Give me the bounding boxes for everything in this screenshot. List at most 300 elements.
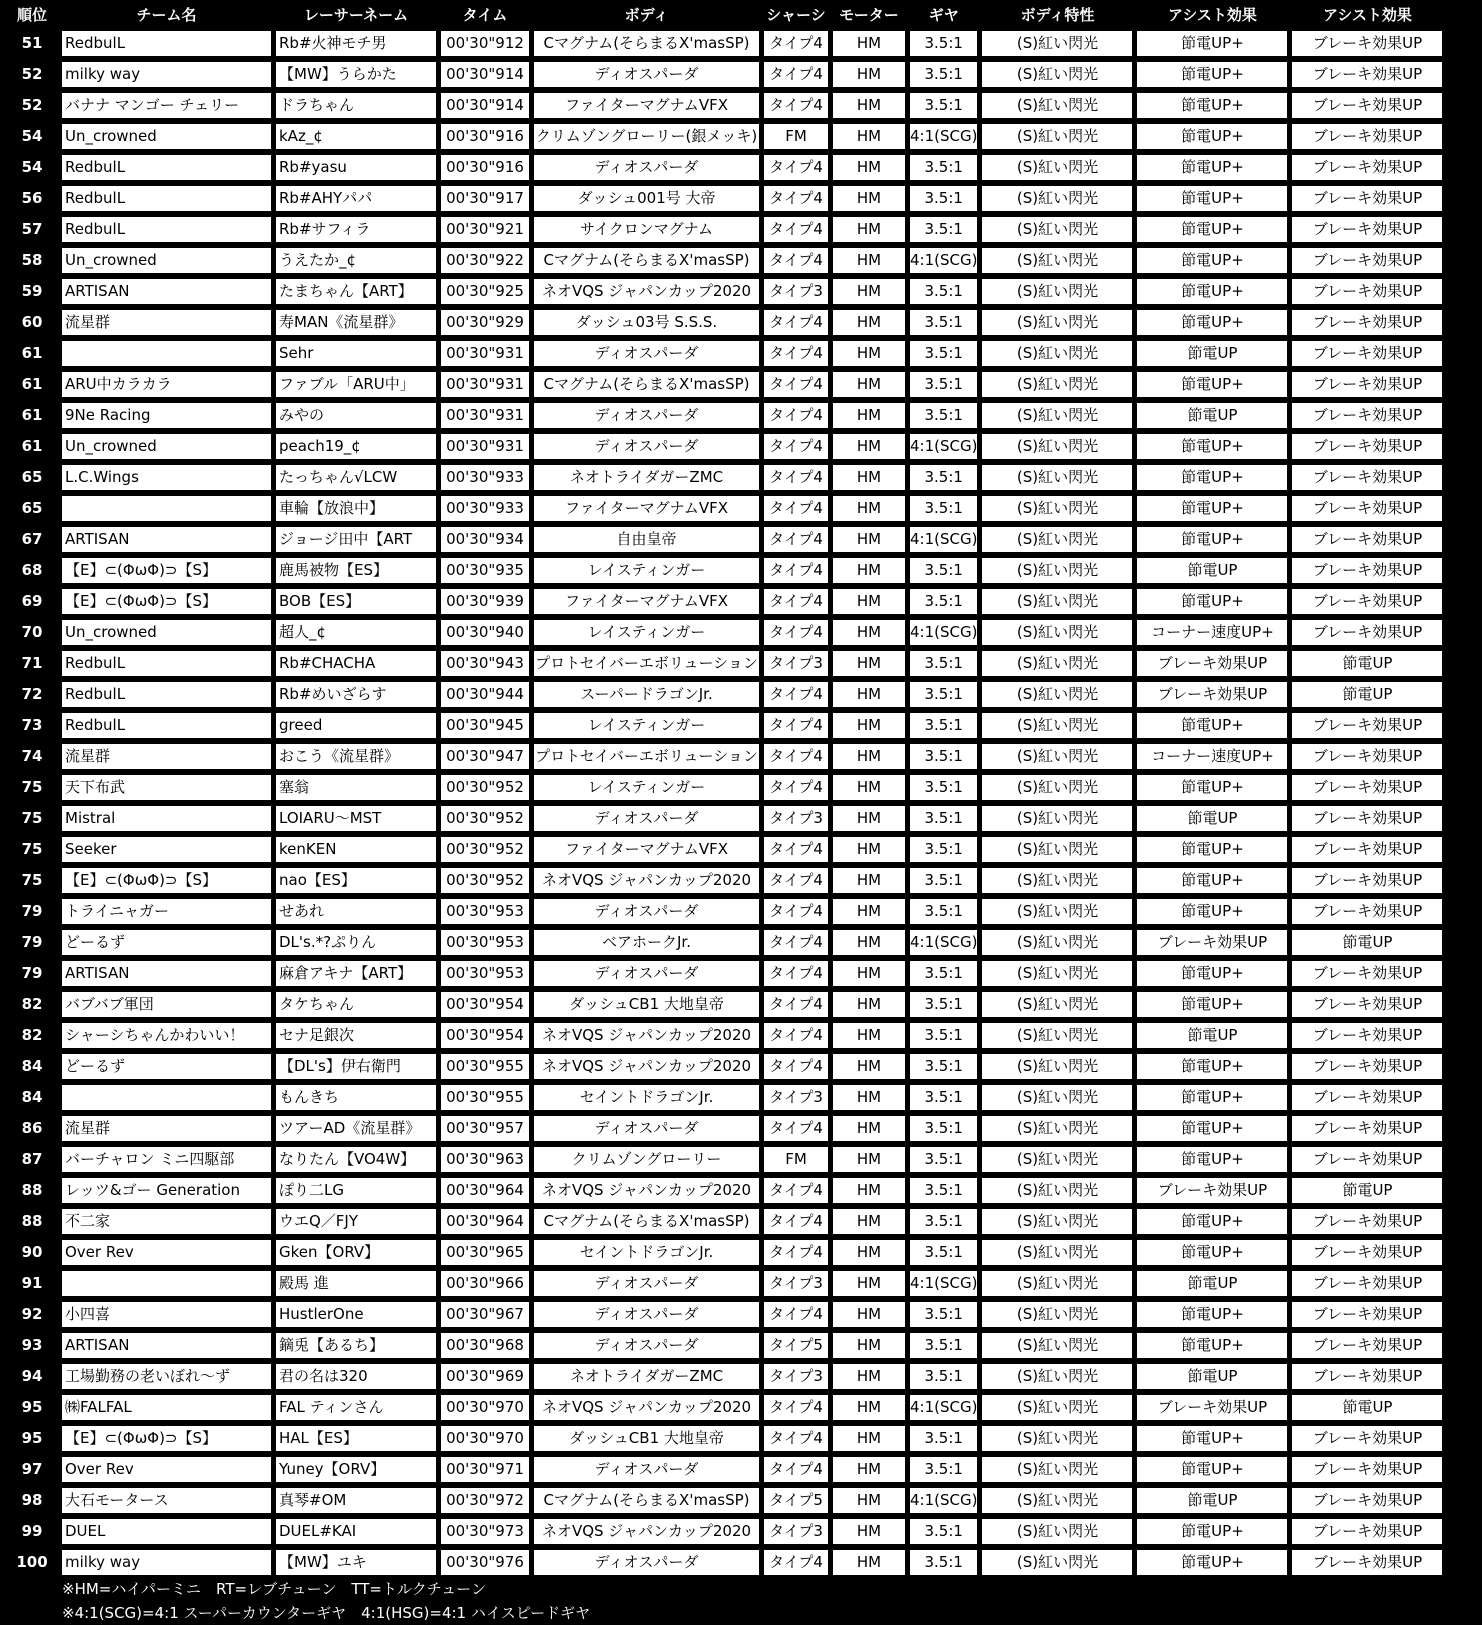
cell-assist-1: 節電UP+: [1137, 868, 1287, 893]
cell-racer: 車輪【放浪中】: [276, 496, 436, 521]
cell-team: レッツ&ゴー Generation: [62, 1178, 271, 1203]
cell-motor: HM: [833, 465, 905, 490]
cell-assist-1: 節電UP: [1137, 1271, 1287, 1296]
cell-body-trait: (S)紅い閃光: [982, 1519, 1132, 1544]
cell-assist-2: ブレーキ効果UP: [1292, 1116, 1442, 1141]
table-row: [7, 527, 1442, 552]
table-row: [7, 93, 1442, 118]
cell-rank: 79: [7, 930, 57, 955]
ranking-table: [2, 0, 1447, 1581]
table-row: [7, 806, 1442, 831]
cell-body-trait: (S)紅い閃光: [982, 1550, 1132, 1575]
cell-assist-2: ブレーキ効果UP: [1292, 527, 1442, 552]
cell-assist-2: ブレーキ効果UP: [1292, 899, 1442, 924]
cell-motor: HM: [833, 961, 905, 986]
cell-body: スーパードラゴンJr.: [534, 682, 759, 707]
cell-gear: 4:1(SCG): [910, 434, 977, 459]
cell-chassis: タイプ4: [764, 1023, 828, 1048]
cell-assist-1: 節電UP+: [1137, 775, 1287, 800]
cell-assist-2: ブレーキ効果UP: [1292, 1271, 1442, 1296]
cell-motor: HM: [833, 217, 905, 242]
cell-body: ダッシュCB1 大地皇帝: [534, 992, 759, 1017]
table-row: [7, 1457, 1442, 1482]
cell-team: RedbulL: [62, 186, 271, 211]
cell-rank: 58: [7, 248, 57, 273]
cell-chassis: タイプ3: [764, 279, 828, 304]
cell-body: ディオスパーダ: [534, 961, 759, 986]
cell-gear: 3.5:1: [910, 651, 977, 676]
cell-motor: HM: [833, 899, 905, 924]
cell-team: 不二家: [62, 1209, 271, 1234]
table-row: [7, 217, 1442, 242]
note-gear-abbrev: ※4:1(SCG)=4:1 スーパーカウンターギヤ 4:1(HSG)=4:1 ハイスピードギヤ: [62, 1604, 591, 1622]
table-row: [7, 372, 1442, 397]
cell-team: RedbulL: [62, 651, 271, 676]
cell-body-trait: (S)紅い閃光: [982, 372, 1132, 397]
cell-body: プロトセイバーエボリューション: [534, 744, 759, 769]
cell-time: 00'30"953: [441, 961, 529, 986]
cell-assist-1: 節電UP+: [1137, 1240, 1287, 1265]
cell-body-trait: (S)紅い閃光: [982, 1240, 1132, 1265]
cell-chassis: タイプ4: [764, 1302, 828, 1327]
cell-assist-2: ブレーキ効果UP: [1292, 837, 1442, 862]
table-row: [7, 620, 1442, 645]
cell-body: プロトセイバーエボリューション: [534, 651, 759, 676]
cell-body-trait: (S)紅い閃光: [982, 248, 1132, 273]
cell-assist-2: 節電UP: [1292, 1395, 1442, 1420]
cell-gear: 3.5:1: [910, 1457, 977, 1482]
cell-chassis: タイプ4: [764, 248, 828, 273]
cell-chassis: タイプ4: [764, 558, 828, 583]
cell-body: Cマグナム(そらまるX'masSP): [534, 1209, 759, 1234]
cell-assist-1: 節電UP+: [1137, 1550, 1287, 1575]
cell-motor: HM: [833, 434, 905, 459]
cell-racer: kAz_¢: [276, 124, 436, 149]
cell-rank: 51: [7, 31, 57, 56]
cell-team: シャーシちゃんかわいい！: [62, 1023, 271, 1048]
cell-motor: HM: [833, 1488, 905, 1513]
cell-rank: 94: [7, 1364, 57, 1389]
cell-racer: Rb#めいざらす: [276, 682, 436, 707]
cell-team: どーるず: [62, 1054, 271, 1079]
cell-team: どーるず: [62, 930, 271, 955]
table-row: [7, 961, 1442, 986]
cell-chassis: タイプ4: [764, 310, 828, 335]
cell-gear: 3.5:1: [910, 1364, 977, 1389]
cell-assist-2: 節電UP: [1292, 651, 1442, 676]
cell-body: ダッシュ03号 S.S.S.: [534, 310, 759, 335]
cell-chassis: タイプ4: [764, 775, 828, 800]
cell-chassis: タイプ4: [764, 992, 828, 1017]
cell-gear: 3.5:1: [910, 558, 977, 583]
cell-assist-2: ブレーキ効果UP: [1292, 1457, 1442, 1482]
cell-chassis: タイプ5: [764, 1488, 828, 1513]
cell-team: 【E】⊂(ΦωΦ)⊃【S】: [62, 868, 271, 893]
cell-time: 00'30"954: [441, 992, 529, 1017]
cell-body-trait: (S)紅い閃光: [982, 1085, 1132, 1110]
cell-gear: 4:1(SCG): [910, 248, 977, 273]
cell-rank: 95: [7, 1395, 57, 1420]
cell-team: バーチャロン ミニ四駆部: [62, 1147, 271, 1172]
cell-time: 00'30"933: [441, 496, 529, 521]
cell-assist-2: ブレーキ効果UP: [1292, 868, 1442, 893]
cell-body-trait: (S)紅い閃光: [982, 1426, 1132, 1451]
cell-time: 00'30"939: [441, 589, 529, 614]
cell-racer: 麻倉アキナ【ART】: [276, 961, 436, 986]
cell-rank: 52: [7, 62, 57, 87]
cell-racer: 鏑兎【あるち】: [276, 1333, 436, 1358]
cell-team: 【E】⊂(ΦωΦ)⊃【S】: [62, 1426, 271, 1451]
cell-body: Cマグナム(そらまるX'masSP): [534, 372, 759, 397]
table-row: [7, 682, 1442, 707]
cell-time: 00'30"940: [441, 620, 529, 645]
cell-body: クリムゾングローリー(銀メッキ): [534, 124, 759, 149]
cell-gear: 3.5:1: [910, 62, 977, 87]
cell-racer: Rb#サフィラ: [276, 217, 436, 242]
cell-body: セイントドラゴンJr.: [534, 1240, 759, 1265]
cell-rank: 82: [7, 1023, 57, 1048]
cell-racer: ウエQ／FJY: [276, 1209, 436, 1234]
cell-gear: 3.5:1: [910, 341, 977, 366]
cell-body-trait: (S)紅い閃光: [982, 403, 1132, 428]
cell-assist-1: ブレーキ効果UP: [1137, 651, 1287, 676]
cell-gear: 3.5:1: [910, 992, 977, 1017]
cell-motor: HM: [833, 713, 905, 738]
cell-gear: 4:1(SCG): [910, 1271, 977, 1296]
table-row: [7, 248, 1442, 273]
cell-rank: 97: [7, 1457, 57, 1482]
cell-rank: 100: [7, 1550, 57, 1575]
cell-assist-1: 節電UP+: [1137, 1085, 1287, 1110]
cell-body: ネオVQS ジャパンカップ2020: [534, 1023, 759, 1048]
table-row: [7, 1395, 1442, 1420]
cell-body-trait: (S)紅い閃光: [982, 558, 1132, 583]
cell-rank: 75: [7, 837, 57, 862]
cell-assist-2: ブレーキ効果UP: [1292, 558, 1442, 583]
table-row: [7, 558, 1442, 583]
cell-assist-2: ブレーキ効果UP: [1292, 310, 1442, 335]
cell-assist-2: ブレーキ効果UP: [1292, 775, 1442, 800]
cell-motor: HM: [833, 868, 905, 893]
cell-chassis: タイプ4: [764, 1116, 828, 1141]
cell-gear: 3.5:1: [910, 372, 977, 397]
cell-time: 00'30"914: [441, 93, 529, 118]
cell-assist-1: 節電UP+: [1137, 1054, 1287, 1079]
cell-assist-2: ブレーキ効果UP: [1292, 217, 1442, 242]
cell-time: 00'30"931: [441, 341, 529, 366]
cell-team: 流星群: [62, 1116, 271, 1141]
cell-motor: HM: [833, 1519, 905, 1544]
cell-rank: 90: [7, 1240, 57, 1265]
cell-rank: 73: [7, 713, 57, 738]
cell-team: RedbulL: [62, 217, 271, 242]
cell-gear: 3.5:1: [910, 806, 977, 831]
cell-assist-1: 節電UP+: [1137, 1147, 1287, 1172]
cell-team: [62, 496, 271, 521]
cell-chassis: タイプ4: [764, 341, 828, 366]
cell-body-trait: (S)紅い閃光: [982, 713, 1132, 738]
cell-body-trait: (S)紅い閃光: [982, 837, 1132, 862]
cell-body: ディオスパーダ: [534, 1271, 759, 1296]
cell-gear: 3.5:1: [910, 93, 977, 118]
cell-team: Un_crowned: [62, 620, 271, 645]
header-gear: ギヤ: [928, 6, 959, 24]
cell-time: 00'30"953: [441, 899, 529, 924]
cell-body-trait: (S)紅い閃光: [982, 527, 1132, 552]
header-assist-2: アシスト効果: [1322, 6, 1412, 24]
cell-assist-2: ブレーキ効果UP: [1292, 1333, 1442, 1358]
cell-rank: 88: [7, 1209, 57, 1234]
cell-gear: 3.5:1: [910, 1178, 977, 1203]
cell-time: 00'30"933: [441, 465, 529, 490]
cell-assist-2: ブレーキ効果UP: [1292, 155, 1442, 180]
cell-gear: 3.5:1: [910, 279, 977, 304]
cell-assist-2: ブレーキ効果UP: [1292, 31, 1442, 56]
cell-racer: HustlerOne: [276, 1302, 436, 1327]
cell-team: 天下布武: [62, 775, 271, 800]
cell-body: ファイターマグナムVFX: [534, 496, 759, 521]
table-row: [7, 1147, 1442, 1172]
cell-time: 00'30"931: [441, 403, 529, 428]
cell-assist-2: ブレーキ効果UP: [1292, 186, 1442, 211]
cell-body: ネオVQS ジャパンカップ2020: [534, 868, 759, 893]
cell-racer: Gken【ORV】: [276, 1240, 436, 1265]
cell-rank: 74: [7, 744, 57, 769]
cell-time: 00'30"969: [441, 1364, 529, 1389]
cell-body: ディオスパーダ: [534, 341, 759, 366]
cell-gear: 3.5:1: [910, 837, 977, 862]
cell-racer: HAL【ES】: [276, 1426, 436, 1451]
cell-assist-2: ブレーキ効果UP: [1292, 1054, 1442, 1079]
cell-assist-1: 節電UP: [1137, 403, 1287, 428]
cell-body: ネオVQS ジャパンカップ2020: [534, 279, 759, 304]
cell-motor: HM: [833, 124, 905, 149]
cell-racer: せあれ: [276, 899, 436, 924]
cell-time: 00'30"966: [441, 1271, 529, 1296]
cell-team: 流星群: [62, 744, 271, 769]
table-row: [7, 1519, 1442, 1544]
cell-body: Cマグナム(そらまるX'masSP): [534, 31, 759, 56]
cell-body: ディオスパーダ: [534, 1302, 759, 1327]
cell-time: 00'30"972: [441, 1488, 529, 1513]
cell-assist-1: 節電UP+: [1137, 62, 1287, 87]
table-row: [7, 1116, 1442, 1141]
cell-time: 00'30"952: [441, 868, 529, 893]
cell-motor: HM: [833, 310, 905, 335]
cell-body-trait: (S)紅い閃光: [982, 1488, 1132, 1513]
cell-assist-2: ブレーキ効果UP: [1292, 1550, 1442, 1575]
table-row: [7, 310, 1442, 335]
cell-rank: 61: [7, 434, 57, 459]
cell-team: ARTISAN: [62, 961, 271, 986]
cell-assist-1: 節電UP+: [1137, 465, 1287, 490]
header-time: タイム: [462, 6, 508, 24]
cell-gear: 3.5:1: [910, 31, 977, 56]
cell-body: Cマグナム(そらまるX'masSP): [534, 1488, 759, 1513]
cell-motor: HM: [833, 1395, 905, 1420]
cell-motor: HM: [833, 93, 905, 118]
cell-assist-1: ブレーキ効果UP: [1137, 930, 1287, 955]
cell-assist-1: ブレーキ効果UP: [1137, 682, 1287, 707]
cell-team: Un_crowned: [62, 248, 271, 273]
cell-chassis: タイプ3: [764, 1085, 828, 1110]
cell-motor: HM: [833, 1116, 905, 1141]
cell-team: L.C.Wings: [62, 465, 271, 490]
cell-racer: Yuney【ORV】: [276, 1457, 436, 1482]
cell-gear: 3.5:1: [910, 310, 977, 335]
cell-chassis: タイプ4: [764, 713, 828, 738]
cell-assist-1: 節電UP+: [1137, 310, 1287, 335]
table-row: [7, 31, 1442, 56]
cell-body-trait: (S)紅い閃光: [982, 620, 1132, 645]
cell-team: [62, 1271, 271, 1296]
cell-racer: ファブル「ARU中」: [276, 372, 436, 397]
cell-rank: 93: [7, 1333, 57, 1358]
cell-rank: 61: [7, 341, 57, 366]
cell-time: 00'30"971: [441, 1457, 529, 1482]
cell-body-trait: (S)紅い閃光: [982, 62, 1132, 87]
cell-chassis: タイプ4: [764, 837, 828, 862]
cell-racer: セナ足銀次: [276, 1023, 436, 1048]
cell-chassis: タイプ3: [764, 1364, 828, 1389]
cell-gear: 3.5:1: [910, 1550, 977, 1575]
cell-body: ディオスパーダ: [534, 1457, 759, 1482]
cell-motor: HM: [833, 651, 905, 676]
cell-motor: HM: [833, 930, 905, 955]
cell-motor: HM: [833, 775, 905, 800]
cell-time: 00'30"947: [441, 744, 529, 769]
cell-body-trait: (S)紅い閃光: [982, 775, 1132, 800]
cell-assist-2: ブレーキ効果UP: [1292, 620, 1442, 645]
cell-motor: HM: [833, 1550, 905, 1575]
cell-team: Seeker: [62, 837, 271, 862]
cell-body: ファイターマグナムVFX: [534, 589, 759, 614]
cell-body: セイントドラゴンJr.: [534, 1085, 759, 1110]
cell-rank: 65: [7, 465, 57, 490]
cell-time: 00'30"970: [441, 1426, 529, 1451]
cell-body: レイスティンガー: [534, 775, 759, 800]
table-row: [7, 1302, 1442, 1327]
cell-body: レイスティンガー: [534, 558, 759, 583]
cell-chassis: タイプ4: [764, 1240, 828, 1265]
cell-gear: 3.5:1: [910, 186, 977, 211]
cell-assist-1: ブレーキ効果UP: [1137, 1178, 1287, 1203]
cell-rank: 52: [7, 93, 57, 118]
cell-team: 流星群: [62, 310, 271, 335]
cell-rank: 61: [7, 372, 57, 397]
cell-rank: 84: [7, 1085, 57, 1110]
cell-gear: 3.5:1: [910, 403, 977, 428]
cell-body-trait: (S)紅い閃光: [982, 1178, 1132, 1203]
cell-team: RedbulL: [62, 713, 271, 738]
table-row: [7, 1364, 1442, 1389]
cell-chassis: タイプ4: [764, 527, 828, 552]
cell-assist-2: ブレーキ効果UP: [1292, 403, 1442, 428]
cell-rank: 72: [7, 682, 57, 707]
cell-assist-2: ブレーキ効果UP: [1292, 744, 1442, 769]
cell-body-trait: (S)紅い閃光: [982, 1147, 1132, 1172]
cell-chassis: タイプ4: [764, 1395, 828, 1420]
cell-rank: 56: [7, 186, 57, 211]
cell-time: 00'30"952: [441, 806, 529, 831]
cell-assist-1: 節電UP+: [1137, 372, 1287, 397]
cell-assist-2: ブレーキ効果UP: [1292, 1085, 1442, 1110]
cell-racer: 真琴#OM: [276, 1488, 436, 1513]
table-row: [7, 434, 1442, 459]
cell-rank: 60: [7, 310, 57, 335]
cell-rank: 88: [7, 1178, 57, 1203]
cell-time: 00'30"953: [441, 930, 529, 955]
table-body: [7, 31, 1442, 1575]
cell-gear: 3.5:1: [910, 589, 977, 614]
cell-motor: HM: [833, 992, 905, 1017]
cell-chassis: タイプ4: [764, 1457, 828, 1482]
cell-body: ディオスパーダ: [534, 899, 759, 924]
cell-assist-1: 節電UP+: [1137, 186, 1287, 211]
cell-racer: LOIARU～MST: [276, 806, 436, 831]
header-rank: 順位: [16, 6, 47, 24]
cell-rank: 65: [7, 496, 57, 521]
cell-assist-1: 節電UP+: [1137, 248, 1287, 273]
table-row: [7, 62, 1442, 87]
cell-assist-1: 節電UP+: [1137, 1519, 1287, 1544]
cell-chassis: FM: [764, 1147, 828, 1172]
cell-time: 00'30"976: [441, 1550, 529, 1575]
header-chassis: シャーシ: [766, 6, 826, 24]
cell-motor: HM: [833, 589, 905, 614]
cell-body: ダッシュCB1 大地皇帝: [534, 1426, 759, 1451]
cell-body-trait: (S)紅い閃光: [982, 961, 1132, 986]
cell-assist-2: ブレーキ効果UP: [1292, 1209, 1442, 1234]
cell-assist-1: 節電UP+: [1137, 961, 1287, 986]
cell-racer: 【MW】うらかた: [276, 62, 436, 87]
cell-time: 00'30"925: [441, 279, 529, 304]
cell-assist-1: 節電UP: [1137, 1364, 1287, 1389]
cell-body: ネオVQS ジャパンカップ2020: [534, 1054, 759, 1079]
cell-racer: FAL ティンさん: [276, 1395, 436, 1420]
table-row: [7, 1085, 1442, 1110]
notes: [62, 1577, 1482, 1625]
cell-rank: 87: [7, 1147, 57, 1172]
cell-motor: HM: [833, 1457, 905, 1482]
cell-chassis: タイプ4: [764, 62, 828, 87]
cell-assist-2: ブレーキ効果UP: [1292, 1364, 1442, 1389]
cell-chassis: タイプ4: [764, 1209, 828, 1234]
cell-racer: もんきち: [276, 1085, 436, 1110]
cell-racer: Rb#CHACHA: [276, 651, 436, 676]
cell-motor: HM: [833, 1054, 905, 1079]
cell-gear: 3.5:1: [910, 1519, 977, 1544]
cell-racer: 超人_¢: [276, 620, 436, 645]
cell-chassis: タイプ4: [764, 1178, 828, 1203]
cell-gear: 3.5:1: [910, 1085, 977, 1110]
cell-gear: 3.5:1: [910, 1302, 977, 1327]
cell-assist-2: ブレーキ効果UP: [1292, 1240, 1442, 1265]
cell-team: [62, 341, 271, 366]
cell-assist-2: ブレーキ効果UP: [1292, 465, 1442, 490]
table-row: [7, 403, 1442, 428]
cell-team: RedbulL: [62, 155, 271, 180]
cell-gear: 3.5:1: [910, 217, 977, 242]
cell-body: ディオスパーダ: [534, 155, 759, 180]
cell-assist-1: 節電UP: [1137, 558, 1287, 583]
cell-motor: HM: [833, 1085, 905, 1110]
cell-rank: 71: [7, 651, 57, 676]
cell-motor: HM: [833, 1178, 905, 1203]
table-row: [7, 1488, 1442, 1513]
cell-chassis: タイプ4: [764, 1054, 828, 1079]
cell-chassis: タイプ4: [764, 1550, 828, 1575]
